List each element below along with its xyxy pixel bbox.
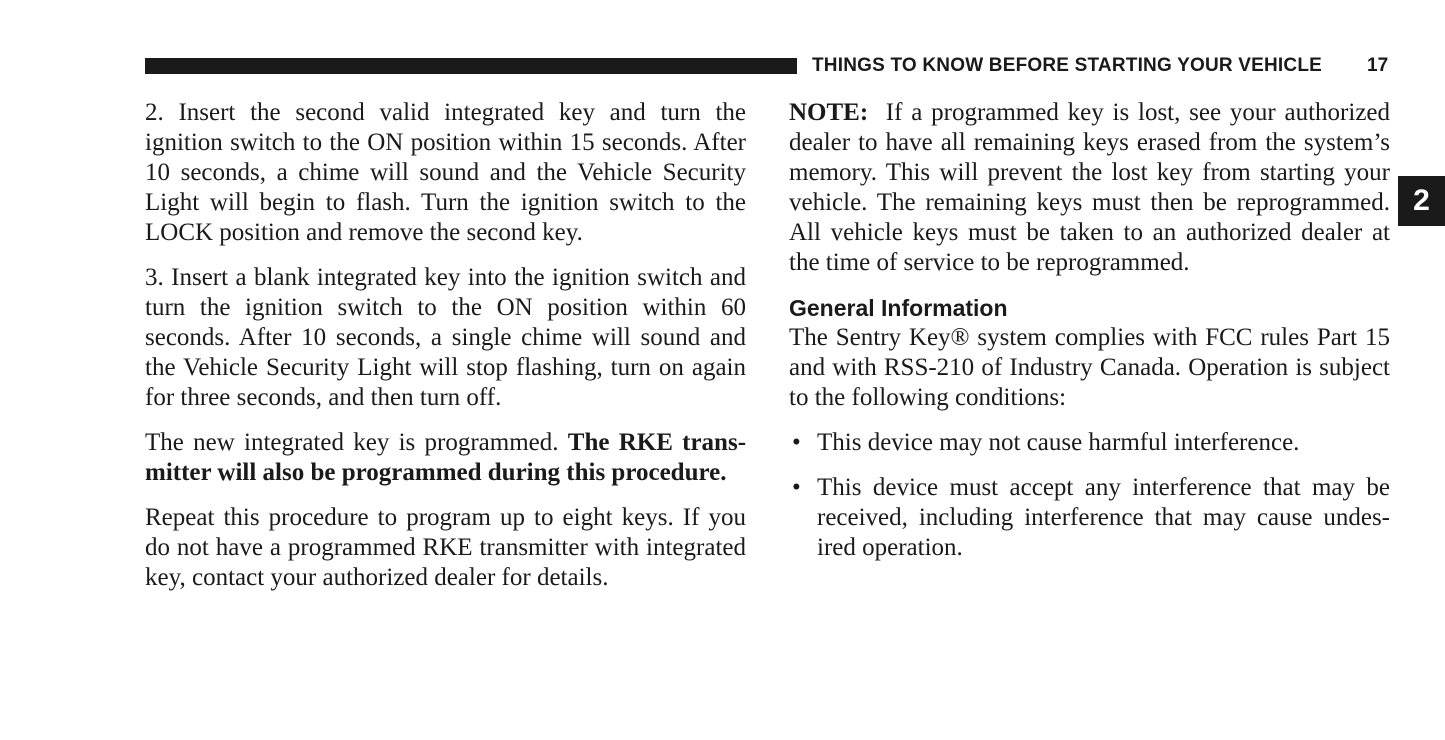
bullet-icon: • bbox=[792, 474, 801, 501]
programmed-paragraph bbox=[145, 428, 746, 488]
header-rule bbox=[145, 58, 797, 74]
list-item-text: This device may not cause harmful interference. bbox=[817, 429, 1300, 456]
step-2-paragraph: 2. Insert the second valid integrated key and turn the ignition switch to the ON position within 15 seconds. After 10 seconds, a chime will sound and the Vehicle Security Light will begin to flash. Turn the ignition switch to the LOCK position and remove the second key. bbox=[145, 99, 746, 246]
page-number: 17 bbox=[1367, 55, 1389, 76]
note-paragraph bbox=[789, 98, 1390, 278]
section-heading: General Information bbox=[789, 295, 1008, 321]
conditions-list bbox=[789, 428, 1390, 563]
chapter-tab: 2 bbox=[1398, 176, 1445, 226]
programmed-bold-text: The RKE transmitter will also be programmed during this procedure. bbox=[145, 429, 747, 486]
repeat-paragraph: Repeat this procedure to program up to eight keys. If you do not have a programmed RKE transmitter with integrated key, contact your authorized dealer for details. bbox=[145, 504, 746, 591]
programmed-text: The new integrated key is programmed. bbox=[145, 429, 559, 456]
note-label: NOTE: bbox=[789, 99, 869, 126]
bullet-icon: • bbox=[792, 429, 801, 456]
note-text: If a programmed key is lost, see your authorized dealer to have all remaining keys erased from the system’s memory. This will prevent the lost key from starting your vehicle. The remaining keys must then be reprogrammed. All vehicle keys must be taken to an authorized dealer at the time of service to be reprogrammed. bbox=[789, 99, 1391, 276]
right-column bbox=[789, 98, 1390, 578]
general-info-paragraph: The Sentry Key® system complies with FCC rules Part 15 and with RSS-210 of Industry Canada. Operation is subject to the following conditions: bbox=[789, 324, 1390, 411]
left-column bbox=[145, 98, 746, 608]
step-3-paragraph: 3. Insert a blank integrated key into the ignition switch and turn the ignition switch to the ON position within 60 seconds. After 10 seconds, a single chime will sound and the Vehicle Security Light will stop flashing, turn on again for three seconds, and then turn off. bbox=[145, 264, 746, 411]
list-item bbox=[789, 428, 1390, 458]
list-item-text: This device must accept any interference that may be received, including interference that may cause undesired operation. bbox=[817, 474, 1390, 561]
list-item bbox=[789, 473, 1390, 563]
running-header-title: THINGS TO KNOW BEFORE STARTING YOUR VEHICLE bbox=[812, 55, 1323, 76]
